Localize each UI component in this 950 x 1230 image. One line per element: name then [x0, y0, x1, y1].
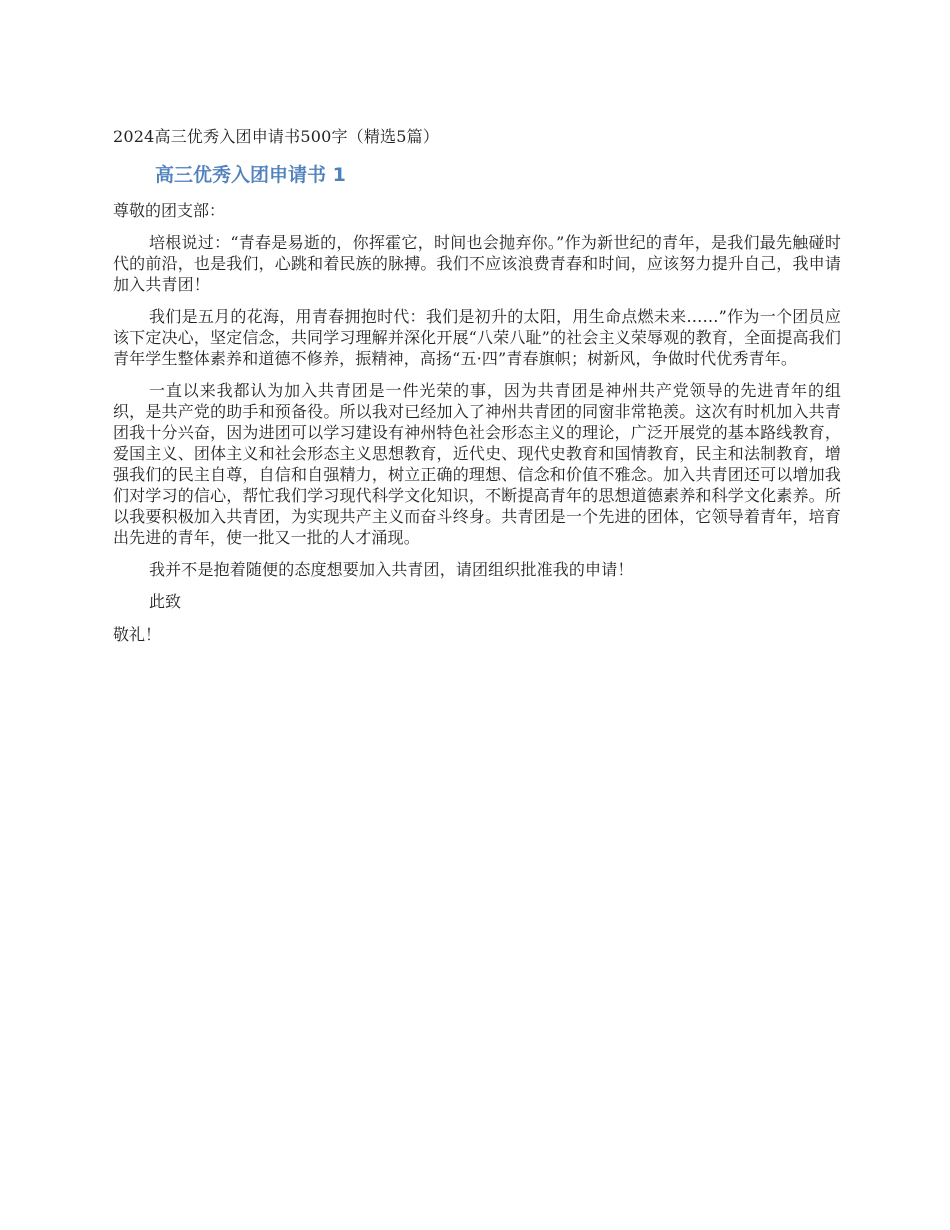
salutation: 尊敬的团支部： — [113, 201, 226, 220]
body-paragraph-4: 我并不是抱着随便的态度想要加入共青团，请团组织批准我的申请！ — [149, 560, 634, 579]
closing-line: 此致 — [149, 592, 182, 611]
body-paragraph-2: 我们是五月的花海，用青春拥抱时代：我们是初升的太阳，用生命点燃未来……”作为一个团员应该下定决心，坚定信念，共同学习理解并深化开展“八荣八耻”的社会主义荣辱观的教育，全面提高我们青年学生整体素养和道德不修养，振精神，高扬“五·四”青春旗帜；树新风，争做时代优秀青年。 — [113, 307, 841, 368]
regards-line: 敬礼！ — [113, 625, 162, 644]
document-title: 2024高三优秀入团申请书500字（精选5篇） — [113, 127, 440, 146]
body-paragraph-3: 一直以来我都认为加入共青团是一件光荣的事，因为共青团是神州共产党领导的先进青年的组织，是共产党的助手和预备役。所以我对已经加入了神州共青团的同窗非常艳羡。这次有时机加入共青团我十分兴奋，因为进团可以学习建设有神州特色社会形态主义的理论，广泛开展党的基本路线教育，爱国主义、团体主义和社会形态主义思想教育，近代史、现代史教育和国情教育，民主和法制教育，增强我们的民主自尊，自信和自强精力，树立正确的理想、信念和价值不雅念。加入共青团还可以增加我们对学习的信心，帮忙我们学习现代科学文化知识，不断提高青年的思想道德素养和科学文化素养。所以我要积极加入共青团，为实现共产主义而奋斗终身。共青团是一个先进的团体，它领导着青年，培育出先进的青年，使一批又一批的人才涌现。 — [113, 381, 841, 547]
body-paragraph-1: 培根说过：“青春是易逝的，你挥霍它，时间也会抛弃你。”作为新世纪的青年，是我们最先触碰时代的前沿，也是我们，心跳和着民族的脉搏。我们不应该浪费青春和时间，应该努力提升自己，我申请加入共青团！ — [113, 233, 841, 294]
section-heading: 高三优秀入团申请书 1 — [155, 164, 346, 186]
document-page — [113, 126, 841, 646]
